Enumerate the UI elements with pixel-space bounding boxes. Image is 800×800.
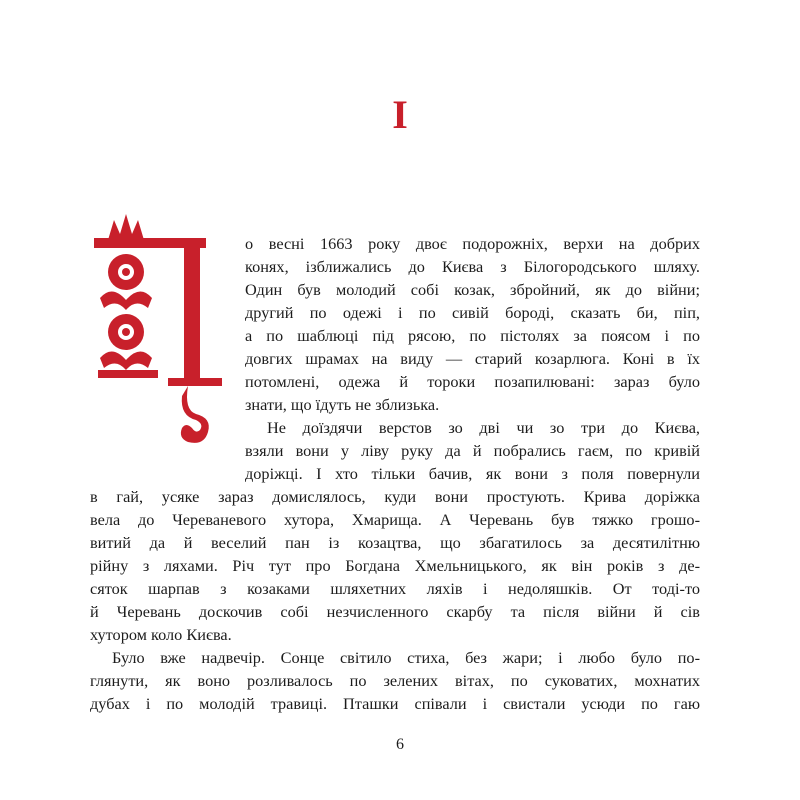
text-line: й Черевань доскочив собі незчисленного скарбу та після війни й сів	[90, 602, 700, 621]
text-line: хутором коло Києва.	[90, 625, 232, 644]
text-line: конях, ізближались до Києва з Білогородського шляху.	[245, 257, 700, 276]
text-line: другий по одежі і по сивій бороді, сказать би, піп,	[245, 303, 700, 322]
text-line: рійну з ляхами. Річ тут про Богдана Хмельницького, як він років з де-	[90, 556, 700, 575]
text-line: дубах і по молодій травиці. Пташки співали і свистали усюди по гаю	[90, 694, 700, 713]
text-line: Не доїздячи верстов зо дві чи зо три до Києва,	[267, 418, 700, 437]
text-line: Один був молодий собі козак, збройний, як до війни;	[245, 280, 700, 299]
text-line: доріжці. І хто тільки бачив, як вони з поля повернули	[245, 464, 700, 483]
text-line: о весні 1663 року двоє подорожніх, верхи на добрих	[245, 234, 700, 253]
text-line: вела до Череваневого хутора, Хмарища. А Черевань був тяжко грошо-	[90, 510, 700, 529]
text-line: в гай, усяке зараз домислялось, куди вони простують. Крива доріжка	[90, 487, 700, 506]
drop-cap-ornament	[88, 210, 238, 450]
text-line: взяли вони у ліву руку да й побрались гаєм, по кривій	[245, 441, 700, 460]
text-line: довгих шрамах на виду — старий козарлюга. Коні в їх	[245, 349, 700, 368]
text-line: глянути, як воно розливалось по зелених вітах, по суковатих, мохнатих	[90, 671, 700, 690]
chapter-number: I	[392, 92, 408, 137]
text-line: а по шаблюці під рясою, по пістолях за поясом і по	[245, 326, 700, 345]
text-line: знати, що їдуть не зблизька.	[245, 395, 440, 414]
text-line: Було вже надвечір. Сонце світило стиха, без жари; і любо було по-	[112, 648, 700, 667]
text-line: потомлені, одежа й тороки позапилювані: зараз було	[245, 372, 700, 391]
page-number: 6	[396, 736, 404, 753]
text-line: витий да й веселий пан із козацтва, що збагатилось за десятилітню	[90, 533, 700, 552]
text-line: сяток шарпав з козаками шляхетних ляхів і недоляшків. От тоді-то	[90, 579, 700, 598]
